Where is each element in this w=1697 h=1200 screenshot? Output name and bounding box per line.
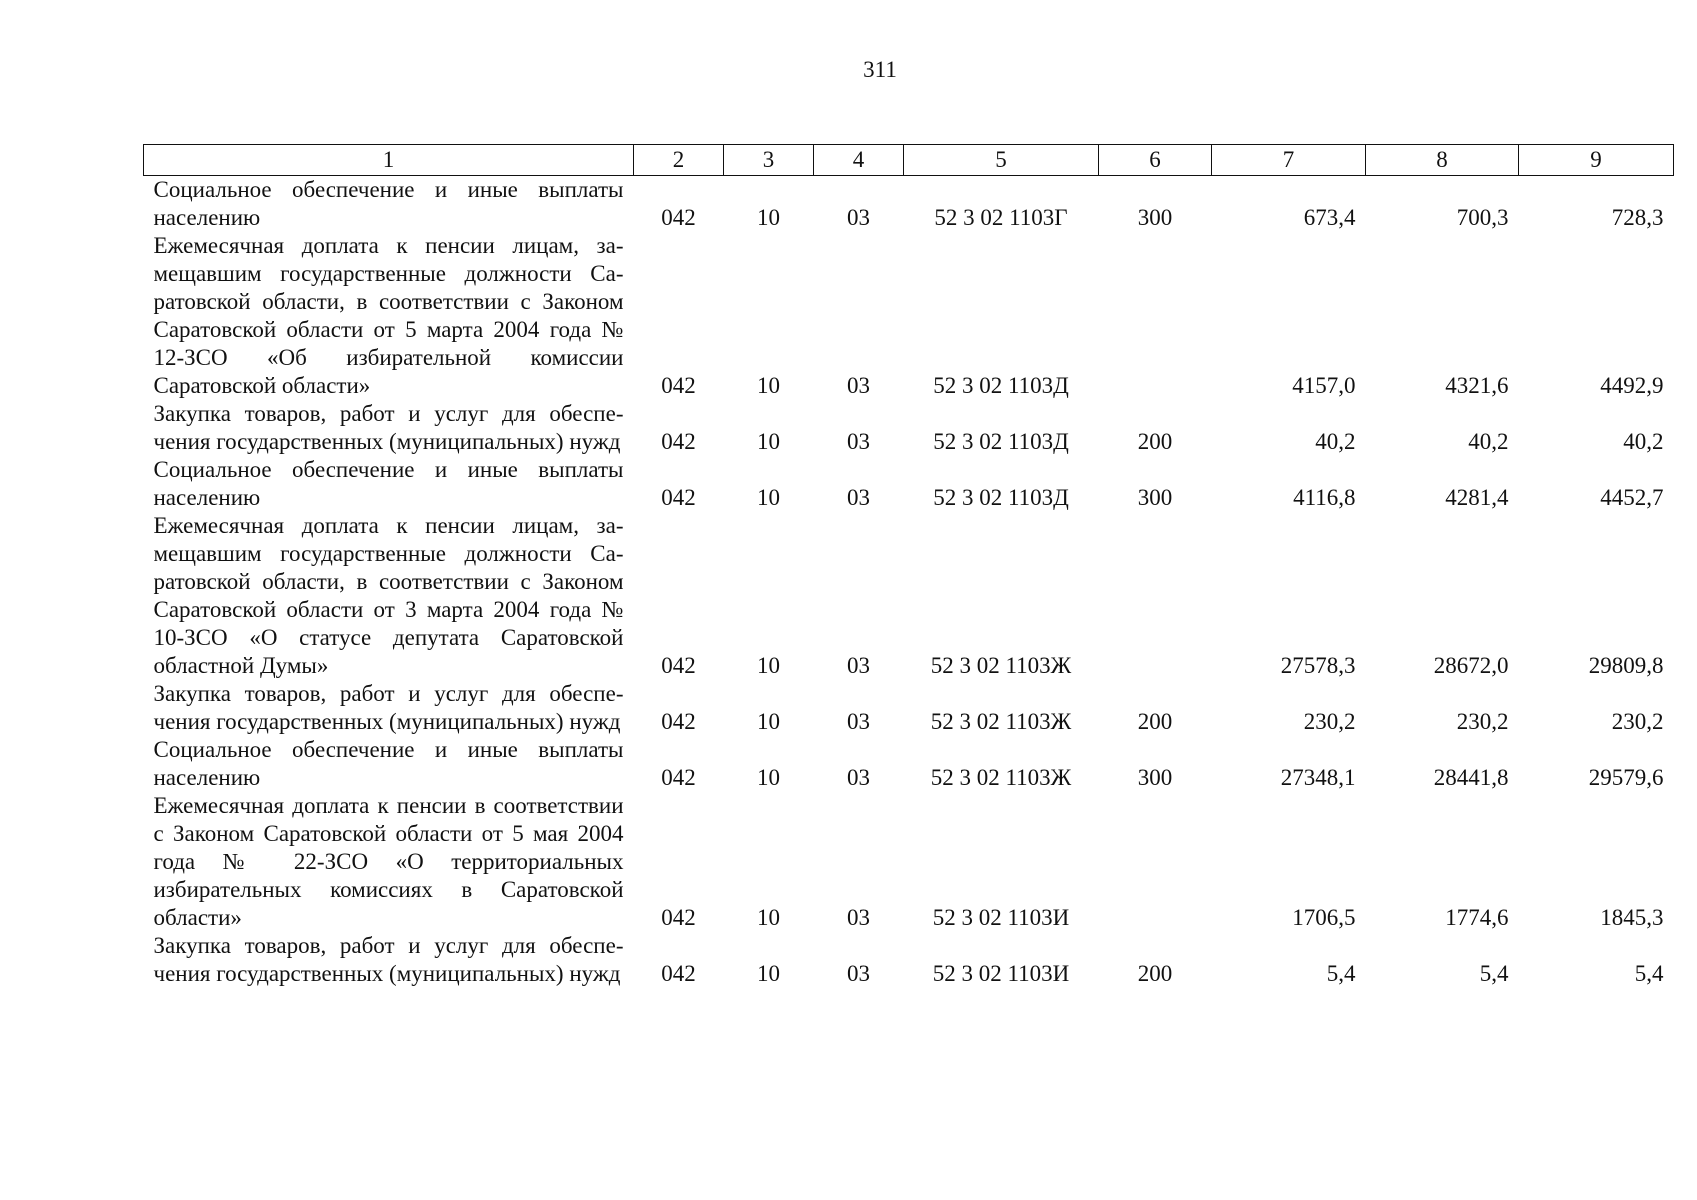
row-kind-code: 200	[1137, 709, 1173, 734]
row-ministry-code: 042	[661, 765, 696, 790]
row-kind-code: 200	[1137, 961, 1173, 986]
row-section-code: 10	[757, 765, 780, 790]
row-ministry-code: 042	[661, 429, 696, 454]
row-subsection-code: 03	[847, 373, 870, 398]
column-header-2: 2	[634, 145, 724, 176]
row-amount-col9: 1845,3	[1600, 905, 1664, 930]
row-subsection-code: 03	[847, 709, 870, 734]
row-ministry-code: 042	[661, 905, 696, 930]
row-section-code: 10	[757, 905, 780, 930]
table-row	[144, 232, 1674, 400]
row-subsection-code: 03	[847, 905, 870, 930]
row-ministry-code: 042	[661, 709, 696, 734]
row-subsection-code: 03	[847, 653, 870, 678]
row-section-code: 10	[757, 429, 780, 454]
row-amount-col7: 4157,0	[1292, 373, 1356, 398]
table-row	[144, 512, 1674, 680]
row-description: Социальное обеспечение и иные выплаты населению	[153, 457, 624, 510]
row-kind-code: 300	[1137, 765, 1173, 790]
row-description: Закупка товаров, работ и услуг для обеспечения государственных (муниципальных) нужд	[153, 401, 624, 454]
row-amount-col9: 29579,6	[1588, 765, 1664, 790]
row-kind-code	[1099, 232, 1212, 400]
page-number: 311	[863, 57, 897, 82]
row-target-code: 52 3 02 1103Ж	[930, 765, 1072, 790]
row-subsection-code: 03	[847, 485, 870, 510]
row-amount-col7: 1706,5	[1292, 905, 1356, 930]
column-header-5: 5	[904, 145, 1099, 176]
row-subsection-code: 03	[847, 961, 870, 986]
row-amount-col8: 28672,0	[1433, 653, 1509, 678]
header-row	[144, 145, 1674, 176]
column-header-8: 8	[1366, 145, 1519, 176]
row-amount-col8: 5,4	[1479, 961, 1509, 986]
row-amount-col9: 29809,8	[1588, 653, 1664, 678]
row-amount-col8: 4321,6	[1445, 373, 1509, 398]
row-amount-col8: 230,2	[1456, 709, 1509, 734]
column-header-6: 6	[1099, 145, 1212, 176]
table-row	[144, 176, 1674, 233]
row-target-code: 52 3 02 1103И	[932, 905, 1070, 930]
row-section-code: 10	[757, 653, 780, 678]
row-target-code: 52 3 02 1103Д	[933, 429, 1069, 454]
row-kind-code: 200	[1137, 429, 1173, 454]
row-ministry-code: 042	[661, 373, 696, 398]
row-kind-code	[1099, 512, 1212, 680]
row-description: Ежемесячная доплата к пенсии лицам, замещавшим государственные должности Саратовской области, в соответствии с Законом Саратовской области от 5 марта 2004 года № 12-ЗСО «Об избирательной комиссии Саратовской области»	[153, 233, 624, 398]
row-amount-col8: 4281,4	[1445, 485, 1509, 510]
row-kind-code	[1099, 792, 1212, 932]
row-amount-col7: 230,2	[1303, 709, 1356, 734]
column-header-3: 3	[724, 145, 814, 176]
column-header-7: 7	[1212, 145, 1366, 176]
column-header-4: 4	[814, 145, 904, 176]
table-row	[144, 736, 1674, 792]
row-kind-code: 300	[1137, 485, 1173, 510]
row-amount-col9: 230,2	[1611, 709, 1664, 734]
table-row	[144, 680, 1674, 736]
row-description: Закупка товаров, работ и услуг для обеспечения государственных (муниципальных) нужд	[153, 681, 624, 734]
row-amount-col9: 4452,7	[1600, 485, 1664, 510]
row-amount-col9: 4492,9	[1600, 373, 1664, 398]
row-target-code: 52 3 02 1103Ж	[930, 709, 1072, 734]
row-subsection-code: 03	[847, 205, 870, 230]
row-section-code: 10	[757, 709, 780, 734]
row-amount-col9: 5,4	[1634, 961, 1664, 986]
table-row	[144, 456, 1674, 512]
row-amount-col8: 700,3	[1456, 205, 1509, 230]
row-description: Социальное обеспечение и иные выплаты населению	[153, 737, 624, 790]
row-amount-col9: 728,3	[1611, 205, 1664, 230]
row-target-code: 52 3 02 1103Д	[933, 485, 1069, 510]
table-row	[144, 400, 1674, 456]
row-section-code: 10	[757, 373, 780, 398]
row-ministry-code: 042	[661, 485, 696, 510]
row-section-code: 10	[757, 205, 780, 230]
row-amount-col7: 27578,3	[1280, 653, 1356, 678]
row-amount-col7: 27348,1	[1280, 765, 1356, 790]
row-amount-col7: 673,4	[1303, 205, 1356, 230]
row-amount-col8: 40,2	[1468, 429, 1509, 454]
row-target-code: 52 3 02 1103Г	[934, 205, 1068, 230]
row-kind-code: 300	[1137, 205, 1173, 230]
column-header-1: 1	[144, 145, 634, 176]
budget-table	[143, 144, 1674, 988]
row-ministry-code: 042	[661, 653, 696, 678]
row-section-code: 10	[757, 961, 780, 986]
row-subsection-code: 03	[847, 429, 870, 454]
row-ministry-code: 042	[661, 961, 696, 986]
row-subsection-code: 03	[847, 765, 870, 790]
row-amount-col9: 40,2	[1623, 429, 1664, 454]
table-header	[144, 145, 1674, 176]
row-description: Ежемесячная доплата к пенсии лицам, замещавшим государственные должности Саратовской области, в соответствии с Законом Саратовской области от 3 марта 2004 года № 10-ЗСО «О статусе депутата Саратовской областной Думы»	[153, 513, 624, 678]
row-ministry-code: 042	[661, 205, 696, 230]
row-target-code: 52 3 02 1103Ж	[930, 653, 1072, 678]
table-body	[144, 176, 1674, 989]
row-amount-col8: 28441,8	[1433, 765, 1509, 790]
row-target-code: 52 3 02 1103Д	[933, 373, 1069, 398]
row-amount-col7: 5,4	[1326, 961, 1356, 986]
table-row	[144, 792, 1674, 932]
row-description: Социальное обеспечение и иные выплаты населению	[153, 177, 624, 230]
row-target-code: 52 3 02 1103И	[932, 961, 1070, 986]
row-amount-col7: 40,2	[1315, 429, 1356, 454]
row-description: Ежемесячная доплата к пенсии в соответствии с Законом Саратовской области от 5 мая 2004 года № 22-ЗСО «О территориальных избирательных комиссиях в Саратовской области»	[153, 793, 624, 930]
row-amount-col8: 1774,6	[1445, 905, 1509, 930]
table-row	[144, 932, 1674, 988]
row-section-code: 10	[757, 485, 780, 510]
column-header-9: 9	[1519, 145, 1674, 176]
row-description: Закупка товаров, работ и услуг для обеспечения государственных (муниципальных) нужд	[153, 933, 624, 986]
row-amount-col7: 4116,8	[1293, 485, 1356, 510]
